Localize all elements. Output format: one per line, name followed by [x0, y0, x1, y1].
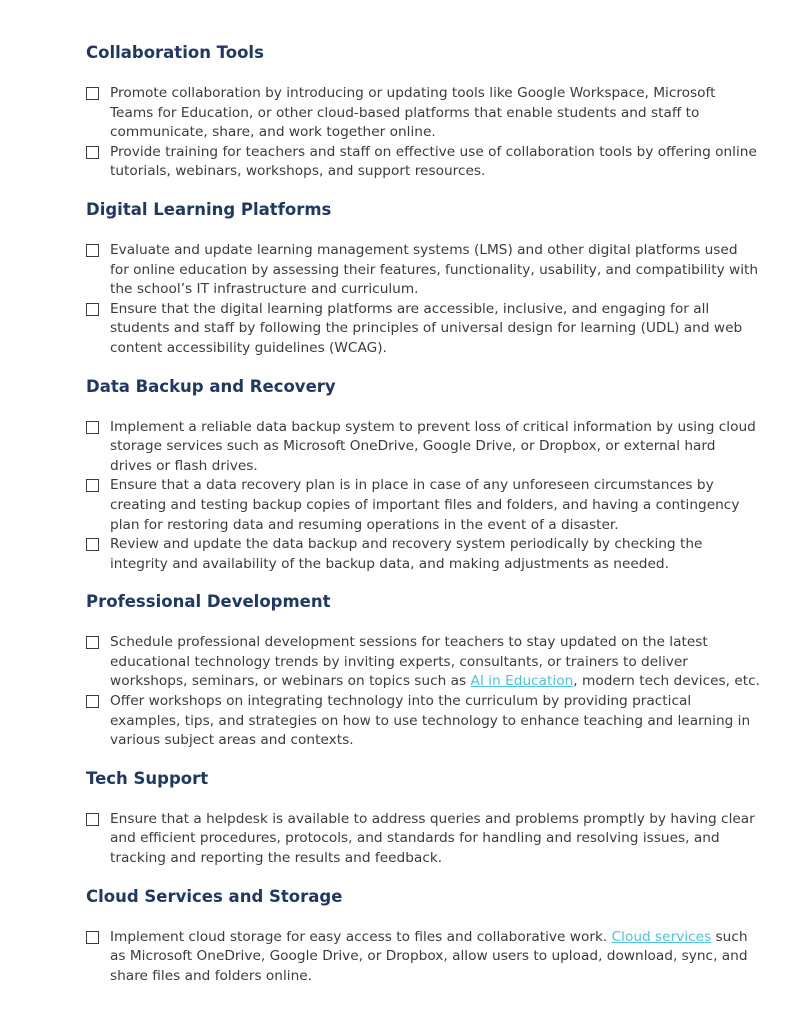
checklist-item — [86, 476, 760, 535]
section-collaboration-tools — [86, 42, 760, 182]
checkbox-icon[interactable] — [86, 538, 99, 551]
section-title: Collaboration Tools — [86, 43, 264, 62]
checklist-item-text: Ensure that a data recovery plan is in place in case of any unforeseen circumstances by creating and testing backup copies of important files and folders, and having a contingency plan for restoring data and resuming operations in the event of a disaster. — [110, 477, 740, 533]
checklist-item-text: Promote collaboration by introducing or updating tools like Google Workspace, Microsoft Teams for Education, or other cloud-based platforms that enable students and staff to communicate, share, and work together online. — [110, 85, 716, 141]
checklist — [86, 84, 760, 182]
checklist-item — [86, 143, 760, 182]
checklist-item-text-before: Schedule professional development sessions for teachers to stay updated on the latest educational technology trends by inviting experts, consultants, or trainers to deliver workshops, seminars, or webinars on topics such as — [110, 634, 708, 690]
checklist — [86, 928, 760, 987]
section-tech-support — [86, 768, 760, 869]
checklist — [86, 810, 760, 869]
checklist-item — [86, 84, 760, 143]
checkbox-icon[interactable] — [86, 244, 99, 257]
checklist-item — [86, 535, 760, 574]
checkbox-icon[interactable] — [86, 146, 99, 159]
section-title: Tech Support — [86, 768, 209, 788]
ai-in-education-link[interactable]: AI in Education — [470, 673, 574, 690]
checklist-item — [86, 300, 760, 359]
checklist-item-text — [110, 929, 748, 984]
checklist-item-text: Review and update the data backup and recovery system periodically by checking the integrity and availability of the backup data, and making adjustments as needed. — [110, 536, 703, 572]
checklist-item-text-before: Implement cloud storage for easy access to files and collaborative work. — [110, 928, 612, 945]
checklist-item-text-after: , modern tech devices, etc. — [573, 673, 761, 690]
checklist-item-text — [110, 634, 760, 689]
checkbox-icon[interactable] — [86, 479, 99, 492]
checklist-item — [86, 928, 760, 987]
section-data-backup-recovery — [86, 376, 760, 575]
checkbox-icon[interactable] — [86, 303, 99, 316]
checkbox-icon[interactable] — [86, 695, 99, 708]
section-title: Cloud Services and Storage — [86, 886, 343, 906]
section-title: Digital Learning Platforms — [86, 199, 332, 219]
cloud-services-link[interactable]: Cloud services — [611, 928, 712, 945]
section-digital-learning-platforms — [86, 199, 760, 359]
section-cloud-services-storage — [86, 886, 760, 987]
checklist — [86, 241, 760, 359]
checklist-item-text: Ensure that the digital learning platforms are accessible, inclusive, and engaging for all students and staff by following the principles of universal design for learning (UDL) and web content accessibility guidelines (WCAG). — [110, 300, 743, 356]
checklist — [86, 633, 760, 751]
checkbox-icon[interactable] — [86, 421, 99, 434]
checkbox-icon[interactable] — [86, 636, 99, 649]
checklist-item — [86, 692, 760, 751]
section-title: Data Backup and Recovery — [86, 376, 336, 396]
checkbox-icon[interactable] — [86, 931, 99, 944]
checklist-item-text: Implement a reliable data backup system to prevent loss of critical information by using cloud storage services such as Microsoft OneDrive, Google Drive, or Dropbox, or external hard drives or flash drives. — [110, 418, 756, 474]
checklist-item — [86, 810, 760, 869]
checklist-item-text: Provide training for teachers and staff on effective use of collaboration tools by offering online tutorials, webinars, workshops, and support resources. — [110, 143, 757, 180]
checklist-item — [86, 633, 760, 692]
checkbox-icon[interactable] — [86, 813, 99, 826]
checklist — [86, 418, 760, 575]
checklist-item — [86, 418, 760, 477]
section-professional-development — [86, 591, 760, 751]
checklist-item-text-after: such as Microsoft OneDrive, Google Drive, or Dropbox, allow users to upload, download, sync, and share files and folders online. — [110, 928, 748, 984]
checklist-item-text: Evaluate and update learning management systems (LMS) and other digital platforms used for online education by assessing their features, functionality, usability, and compatibility with the school’s IT infrastructure and curriculum. — [110, 241, 759, 298]
section-title: Professional Development — [86, 592, 331, 612]
checklist-item-text: Ensure that a helpdesk is available to address queries and problems promptly by having clear and efficient procedures, protocols, and standards for handling and resolving issues, and tracking and reporting the results and feedback. — [110, 810, 755, 867]
checklist-item — [86, 241, 760, 300]
checkbox-icon[interactable] — [86, 87, 99, 100]
checklist-item-text: Offer workshops on integrating technology into the curriculum by providing practical examples, tips, and strategies on how to use technology to enhance teaching and learning in various subject areas and contexts. — [110, 693, 751, 749]
